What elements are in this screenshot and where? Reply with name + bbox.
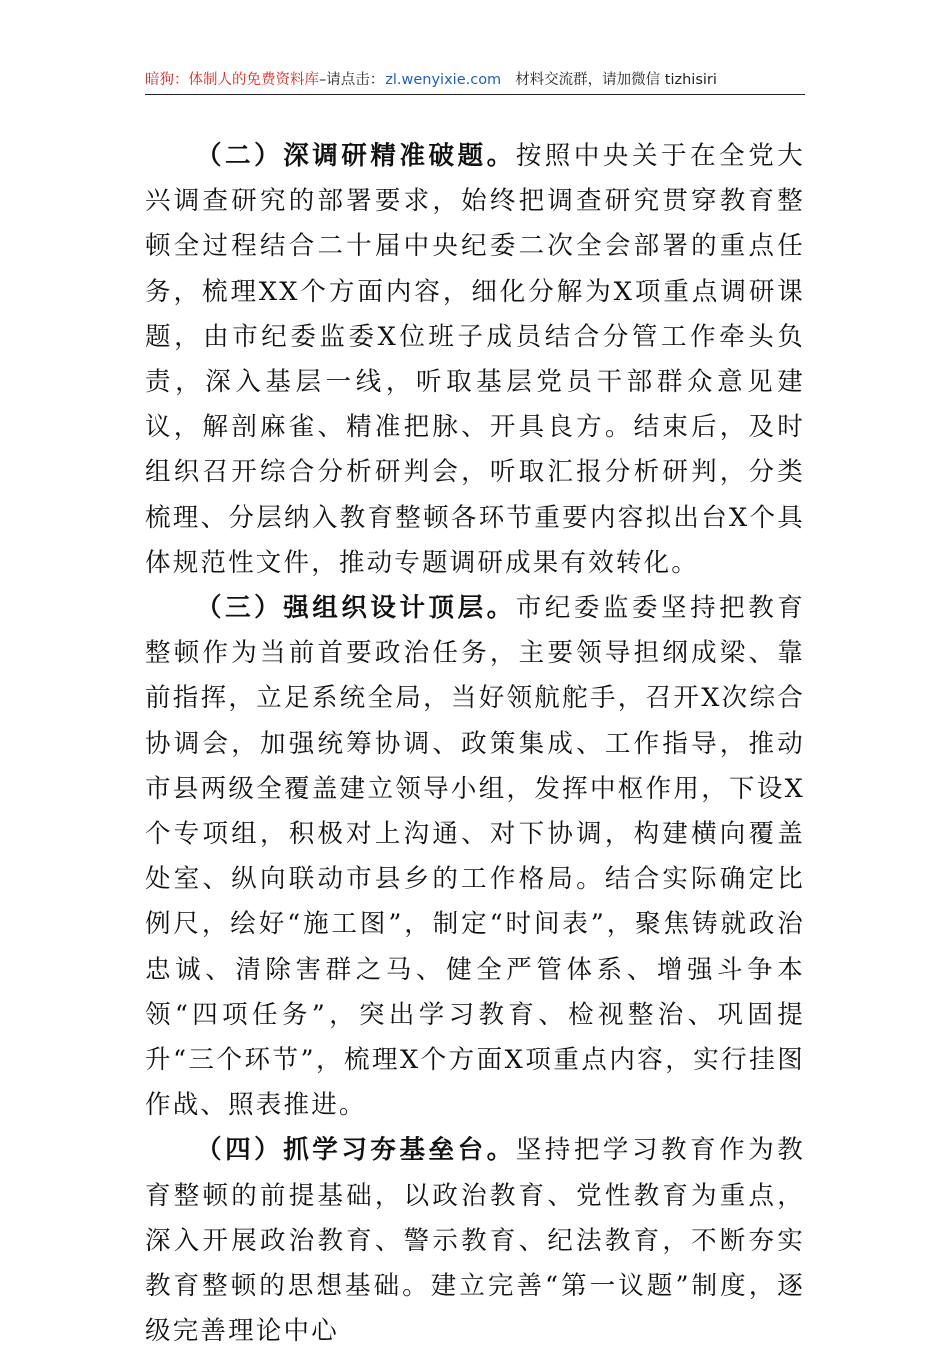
header-group-info: 材料交流群，请加微信 tizhisiri <box>515 72 717 88</box>
page-header <box>145 66 805 95</box>
paragraph-2 <box>145 134 805 586</box>
paragraph-heading: （四）抓学习夯基垒台。 <box>196 1135 516 1166</box>
header-brand: 暗狗：体制人的免费资料库 <box>145 72 319 88</box>
paragraph-heading: （三）强组织设计顶层。 <box>196 593 516 624</box>
paragraph-4 <box>145 1128 805 1354</box>
document-body <box>145 134 805 1354</box>
paragraph-3 <box>145 586 805 1128</box>
header-prompt: –请点击： <box>319 72 385 88</box>
paragraph-text: 市纪委监委坚持把教育整顿作为当前首要政治任务，主要领导担纲成梁、靠前指挥，立足系统全局，当好领航舵手，召开X次综合协调会，加强统筹协调、政策集成、工作指导，推动市县两级全覆盖建立领导小组，发挥中枢作用，下设X个专项组，积极对上沟通、对下协调，构建横向覆盖处室、纵向联动市县乡的工作格局。结合实际确定比例尺，绘好“施工图”，制定“时间表”，聚焦铸就政治忠诚、清除害群之马、健全严管体系、增强斗争本领“四项任务”，突出学习教育、检视整治、巩固提升“三个环节”，梳理X个方面X项重点内容，实行挂图作战、照表推进。 <box>145 593 805 1121</box>
header-link[interactable]: zl.wenyixie.com <box>385 72 502 88</box>
paragraph-text: 按照中央关于在全党大兴调查研究的部署要求，始终把调查研究贯穿教育整顿全过程结合二十届中央纪委二次全会部署的重点任务，梳理XX个方面内容，细化分解为X项重点调研课题，由市纪委监委X位班子成员结合分管工作牵头负责，深入基层一线，听取基层党员干部群众意见建议，解剖麻雀、精准把脉、开具良方。结束后，及时组织召开综合分析研判会，听取汇报分析研判，分类梳理、分层纳入教育整顿各环节重要内容拟出台X个具体规范性文件，推动专题调研成果有效转化。 <box>145 141 805 578</box>
paragraph-text: 坚持把学习教育作为教育整顿的前提基础，以政治教育、党性教育为重点，深入开展政治教育、警示教育、纪法教育，不断夯实教育整顿的思想基础。建立完善“第一议题”制度，逐级完善理论中心 <box>145 1135 805 1347</box>
paragraph-heading: （二）深调研精准破题。 <box>196 141 516 171</box>
